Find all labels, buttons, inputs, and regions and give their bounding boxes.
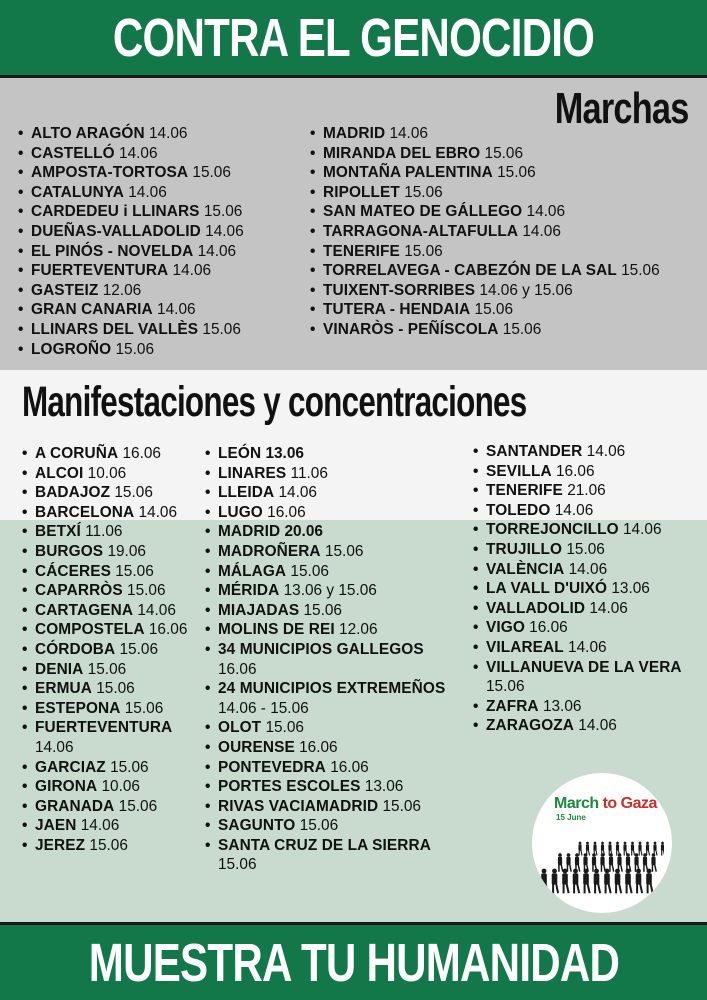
place-name: TORREJONCILLO xyxy=(486,521,619,539)
marcher-figure xyxy=(643,853,649,872)
marcher-figure xyxy=(573,869,580,894)
event-date: 14.06 xyxy=(148,125,188,142)
marcher-figure xyxy=(615,869,622,894)
list-item xyxy=(205,444,445,464)
list-item xyxy=(18,281,244,301)
list-item xyxy=(22,777,187,797)
place-name: ERMUA xyxy=(35,680,92,698)
list-item xyxy=(22,797,187,817)
place-name: LA VALL D'UIXÓ xyxy=(486,580,608,598)
list-item xyxy=(473,520,682,540)
list-item xyxy=(22,562,187,582)
place-name: ALCOI xyxy=(35,464,84,482)
list-item xyxy=(205,581,445,601)
list-item xyxy=(473,638,682,658)
event-date: 15.06 xyxy=(115,340,155,358)
place-name: VALÈNCIA xyxy=(486,560,565,578)
list-item xyxy=(22,620,187,640)
place-name: GRANADA xyxy=(35,797,115,815)
place-name: TARRAGONA-ALTAFULLA xyxy=(323,222,519,240)
event-date: 15.06 xyxy=(474,301,514,319)
event-date: 13.06 xyxy=(611,580,650,598)
list-item xyxy=(22,522,187,542)
event-date: 14.06 xyxy=(554,501,594,519)
place-name: SANTA CRUZ DE LA SIERRA xyxy=(218,836,431,854)
event-date: 13.06 xyxy=(364,778,404,796)
list-item xyxy=(205,758,445,778)
place-name: SANTANDER xyxy=(486,443,583,460)
event-date: 19.06 xyxy=(107,542,146,560)
event-date: 14.06 xyxy=(526,203,566,221)
place-name: FUERTEVENTURA xyxy=(35,719,173,737)
list-item xyxy=(22,816,187,836)
event-date: 16.06 xyxy=(267,503,306,521)
event-date: 12.06 xyxy=(339,621,378,639)
event-date: 15.06 xyxy=(502,320,542,338)
marcher-figure xyxy=(636,869,643,894)
march-to-gaza-logo xyxy=(532,773,672,913)
place-name: MONTAÑA PALENTINA xyxy=(323,164,493,182)
event-date: 14.06 xyxy=(137,601,176,619)
list-item xyxy=(22,464,187,484)
list-item xyxy=(205,542,445,562)
event-date: 15.06 xyxy=(114,484,153,502)
place-name: VINARÒS - PEÑÍSCOLA xyxy=(323,320,499,338)
event-date: 14.06 xyxy=(278,484,317,502)
list-item xyxy=(310,124,660,144)
marchas-list-column-1 xyxy=(18,124,244,359)
list-item xyxy=(22,503,187,523)
event-date: 15.06 xyxy=(203,203,243,221)
event-date: 12.06 xyxy=(102,281,142,299)
event-date: 14.06 xyxy=(35,738,74,756)
event-date: 14.06 xyxy=(119,144,158,162)
list-item xyxy=(205,503,445,523)
event-date: 15.06 xyxy=(124,699,164,717)
event-date: 16.06 xyxy=(218,660,257,678)
logo-word-march: March xyxy=(554,795,599,812)
event-date: 15.06 xyxy=(486,678,525,696)
list-item xyxy=(310,320,660,340)
place-name: PORTES ESCOLES xyxy=(218,778,361,796)
event-date: 15.06 xyxy=(119,640,159,658)
list-item xyxy=(310,183,660,203)
marcher-figure xyxy=(600,853,606,872)
list-item xyxy=(473,618,682,638)
event-date: 16.06 xyxy=(122,445,161,462)
place-name: EL PINÓS - NOVELDA xyxy=(31,242,194,260)
marcher-figure xyxy=(594,869,601,894)
event-date: 10.06 xyxy=(87,464,127,482)
marcher-figure xyxy=(566,853,572,872)
list-item xyxy=(310,261,660,281)
place-name: LLINARS DEL VALLÈS xyxy=(31,320,199,338)
event-date: 14.06 xyxy=(589,599,628,617)
place-name: MIAJADAS xyxy=(218,601,300,619)
place-name: OLOT xyxy=(218,719,262,737)
place-name: MADRID xyxy=(218,523,281,541)
place-name: OURENSE xyxy=(218,738,295,756)
event-date: 15.06 xyxy=(566,540,605,558)
place-name: ZARAGOZA xyxy=(486,717,575,735)
list-item xyxy=(473,481,682,501)
marcher-figure xyxy=(631,842,635,856)
place-name: SAGUNTO xyxy=(218,817,296,835)
place-name: 34 MUNICIPIOS GALLEGOS xyxy=(218,640,424,658)
event-date: 15.06 xyxy=(404,183,443,201)
event-date: 15.06 xyxy=(299,817,339,835)
event-date: 16.06 xyxy=(529,619,568,637)
event-date: 14.06 - 15.06 xyxy=(218,699,309,717)
event-date: 20.06 xyxy=(284,523,323,541)
marcher-figure xyxy=(578,842,582,856)
place-name: MÉRIDA xyxy=(218,582,280,600)
marching-crowd-icon xyxy=(540,821,664,907)
list-item xyxy=(22,542,187,562)
marcher-figure xyxy=(552,869,559,894)
event-date: 21.06 xyxy=(567,482,606,500)
marcher-figure xyxy=(604,869,611,894)
list-item xyxy=(18,163,244,183)
list-item xyxy=(205,562,445,582)
place-name: JEREZ xyxy=(35,836,86,854)
event-date: 15.06 xyxy=(127,582,166,600)
event-date: 11.06 xyxy=(85,523,123,541)
marcher-figure xyxy=(583,869,590,894)
list-item xyxy=(310,300,660,320)
place-name: BETXÍ xyxy=(35,523,81,541)
list-item xyxy=(22,679,187,699)
list-item xyxy=(22,581,187,601)
place-name: CATALUNYA xyxy=(31,183,124,201)
place-name: TUTERA - HENDAIA xyxy=(323,301,471,319)
list-item xyxy=(473,540,682,560)
place-name: MÁLAGA xyxy=(218,562,287,580)
event-date: 14.06 xyxy=(157,301,196,319)
place-name: SEVILLA xyxy=(486,462,552,480)
place-name: PONTEVEDRA xyxy=(218,758,326,776)
list-item xyxy=(310,222,660,242)
place-name: CARDEDEU i LLINARS xyxy=(31,203,200,221)
place-name: VALLADOLID xyxy=(486,599,586,617)
list-item xyxy=(310,242,660,262)
list-item xyxy=(18,300,244,320)
event-date: 15.06 xyxy=(382,797,421,815)
event-date: 15.06 xyxy=(324,542,364,560)
event-date: 15.06 xyxy=(115,562,154,580)
event-date: 15.06 xyxy=(218,856,257,874)
place-name: VILLANUEVA DE LA VERA xyxy=(486,658,682,676)
event-date: 15.06 xyxy=(87,660,127,678)
event-date: 14.06 xyxy=(138,503,178,521)
place-name: GRAN CANARIA xyxy=(31,301,153,319)
bottom-banner xyxy=(0,925,707,1000)
list-item xyxy=(18,144,244,164)
place-name: LLEIDA xyxy=(218,484,275,502)
place-name: CÓRDOBA xyxy=(35,640,116,658)
list-item xyxy=(205,640,445,679)
event-date: 15.06 xyxy=(110,758,149,776)
list-item xyxy=(22,640,187,660)
event-date: 14.06 xyxy=(586,443,626,460)
place-name: TENERIFE xyxy=(323,242,400,260)
place-name: MADRID xyxy=(323,125,386,142)
place-name: LUGO xyxy=(218,503,263,521)
event-date: 15.06 xyxy=(404,242,443,260)
event-date: 10.06 xyxy=(101,778,140,796)
list-item xyxy=(18,183,244,203)
list-item xyxy=(473,442,682,462)
logo-word-to-gaza: to Gaza xyxy=(602,795,657,812)
list-item xyxy=(310,202,660,222)
logo-date: 15 June xyxy=(556,813,586,822)
list-item xyxy=(18,340,244,360)
list-item xyxy=(22,483,187,503)
place-name: LOGROÑO xyxy=(31,340,112,358)
place-name: ESTEPONA xyxy=(35,699,121,717)
place-name: LINARES xyxy=(218,464,287,482)
event-date: 14.06 xyxy=(172,262,212,280)
manifestaciones-list-column-1 xyxy=(22,444,187,855)
event-date: 14.06 xyxy=(568,560,608,578)
place-name: BARCELONA xyxy=(35,503,135,521)
place-name: AMPOSTA-TORTOSA xyxy=(31,164,189,182)
event-date: 14.06 xyxy=(568,638,607,656)
place-name: RIVAS VACIAMADRID xyxy=(218,797,379,815)
marcher-figure xyxy=(586,842,590,856)
list-item xyxy=(205,816,445,836)
marcher-figure xyxy=(623,842,627,856)
list-item xyxy=(205,679,445,718)
bottom-banner-title: MUESTRA TU HUMANIDAD xyxy=(88,932,619,993)
list-item xyxy=(310,144,660,164)
event-date: 14.06 xyxy=(622,521,662,539)
list-item xyxy=(473,658,682,697)
list-item xyxy=(18,320,244,340)
event-date: 14.06 xyxy=(522,222,561,240)
event-date: 16.06 xyxy=(148,621,188,639)
event-date: 14.06 xyxy=(80,817,120,835)
event-date: 15.06 xyxy=(202,320,241,338)
place-name: VILAREAL xyxy=(486,638,564,656)
place-name: CAPARRÒS xyxy=(35,582,123,600)
list-item xyxy=(473,560,682,580)
event-date: 15.06 xyxy=(497,164,536,182)
place-name: 24 MUNICIPIOS EXTREMEÑOS xyxy=(218,680,446,698)
place-name: TUIXENT-SORRIBES xyxy=(323,281,476,299)
marcher-figure xyxy=(661,842,664,856)
marcher-figure xyxy=(625,869,632,894)
event-date: 15.06 xyxy=(290,562,329,580)
place-name: CÁCERES xyxy=(35,562,111,580)
event-date: 14.06 xyxy=(197,242,237,260)
manifestaciones-heading: Manifestaciones y concentraciones xyxy=(22,378,527,426)
place-name: BADAJOZ xyxy=(35,484,111,502)
event-date: 16.06 xyxy=(555,462,595,480)
list-item xyxy=(205,464,445,484)
place-name: A CORUÑA xyxy=(35,445,119,462)
list-item xyxy=(205,836,445,875)
place-name: MIRANDA DEL EBRO xyxy=(323,144,481,162)
list-item xyxy=(18,242,244,262)
top-banner-title: CONTRA EL GENOCIDIO xyxy=(112,7,595,68)
marcher-figure xyxy=(646,869,653,894)
list-item xyxy=(205,620,445,640)
marcher-figure xyxy=(638,842,642,856)
list-item xyxy=(22,836,187,856)
place-name: GASTEIZ xyxy=(31,281,99,299)
list-item xyxy=(18,202,244,222)
list-item xyxy=(22,758,187,778)
event-date: 16.06 xyxy=(299,738,338,756)
place-name: CARTAGENA xyxy=(35,601,134,619)
event-date: 15.06 xyxy=(96,680,135,698)
place-name: FUERTEVENTURA xyxy=(31,262,169,280)
marcher-figure xyxy=(541,869,548,894)
list-item xyxy=(310,281,660,301)
list-item xyxy=(22,660,187,680)
marchas-list-column-2 xyxy=(310,124,660,340)
place-name: SAN MATEO DE GÁLLEGO xyxy=(323,203,523,221)
place-name: TOLEDO xyxy=(486,501,551,519)
place-name: DENIA xyxy=(35,660,84,678)
place-name: CASTELLÓ xyxy=(31,144,115,162)
event-date: 16.06 xyxy=(330,758,369,776)
list-item xyxy=(205,718,445,738)
event-date: 14.06 xyxy=(205,222,244,240)
event-date: 15.06 xyxy=(303,601,342,619)
event-date: 15.06 xyxy=(265,719,304,737)
logo-title xyxy=(554,795,657,813)
place-name: GIRONA xyxy=(35,778,98,796)
place-name: DUEÑAS-VALLADOLID xyxy=(31,222,201,240)
place-name: TORRELAVEGA - CABEZÓN DE LA SAL xyxy=(323,262,617,280)
place-name: BURGOS xyxy=(35,542,104,560)
top-banner xyxy=(0,0,707,75)
marcher-figure xyxy=(609,853,615,872)
list-item xyxy=(22,601,187,621)
event-date: 14.06 xyxy=(578,717,617,735)
event-date: 15.06 xyxy=(621,262,660,280)
place-name: GARCIAZ xyxy=(35,758,106,776)
place-name: MOLINS DE REI xyxy=(218,621,335,639)
marcher-figure xyxy=(558,853,564,872)
place-name: MADROÑERA xyxy=(218,542,321,560)
list-item xyxy=(473,579,682,599)
event-date: 13.06 y 15.06 xyxy=(283,582,377,600)
list-item xyxy=(22,444,187,464)
marchas-heading: Marchas xyxy=(555,84,689,133)
event-date: 15.06 xyxy=(89,836,128,854)
place-name: VIGO xyxy=(486,619,525,637)
list-item xyxy=(473,697,682,717)
list-item xyxy=(205,777,445,797)
event-date: 15.06 xyxy=(484,144,524,162)
list-item xyxy=(473,716,682,736)
list-item xyxy=(205,483,445,503)
list-item xyxy=(18,261,244,281)
place-name: ALTO ARAGÓN xyxy=(31,125,145,142)
marcher-figure xyxy=(651,853,657,872)
event-date: 14.06 xyxy=(128,183,167,201)
event-date: 14.06 y 15.06 xyxy=(479,281,573,299)
event-date: 11.06 xyxy=(290,464,328,482)
event-date: 15.06 xyxy=(118,797,158,815)
list-item xyxy=(205,522,445,542)
event-date: 14.06 xyxy=(389,125,428,142)
marcher-figure xyxy=(646,842,650,856)
list-item xyxy=(18,222,244,242)
list-item xyxy=(22,718,187,757)
event-date: 13.06 xyxy=(542,697,582,715)
list-item xyxy=(473,599,682,619)
place-name: JAEN xyxy=(35,817,77,835)
manifestaciones-list-column-3 xyxy=(473,442,682,736)
list-item xyxy=(473,462,682,482)
list-item xyxy=(18,124,244,144)
place-name: COMPOSTELA xyxy=(35,621,145,639)
list-item xyxy=(473,501,682,521)
event-date: 15.06 xyxy=(192,164,231,182)
event-date: 13.06 xyxy=(265,445,304,462)
place-name: LEÓN xyxy=(218,445,262,462)
list-item xyxy=(22,699,187,719)
marcher-figure xyxy=(562,869,569,894)
place-name: TENERIFE xyxy=(486,482,563,500)
place-name: RIPOLLET xyxy=(323,183,400,201)
manifestaciones-list-column-2 xyxy=(205,444,445,875)
list-item xyxy=(310,163,660,183)
place-name: ZAFRA xyxy=(486,697,539,715)
list-item xyxy=(205,797,445,817)
list-item xyxy=(205,601,445,621)
list-item xyxy=(205,738,445,758)
place-name: TRUJILLO xyxy=(486,540,563,558)
